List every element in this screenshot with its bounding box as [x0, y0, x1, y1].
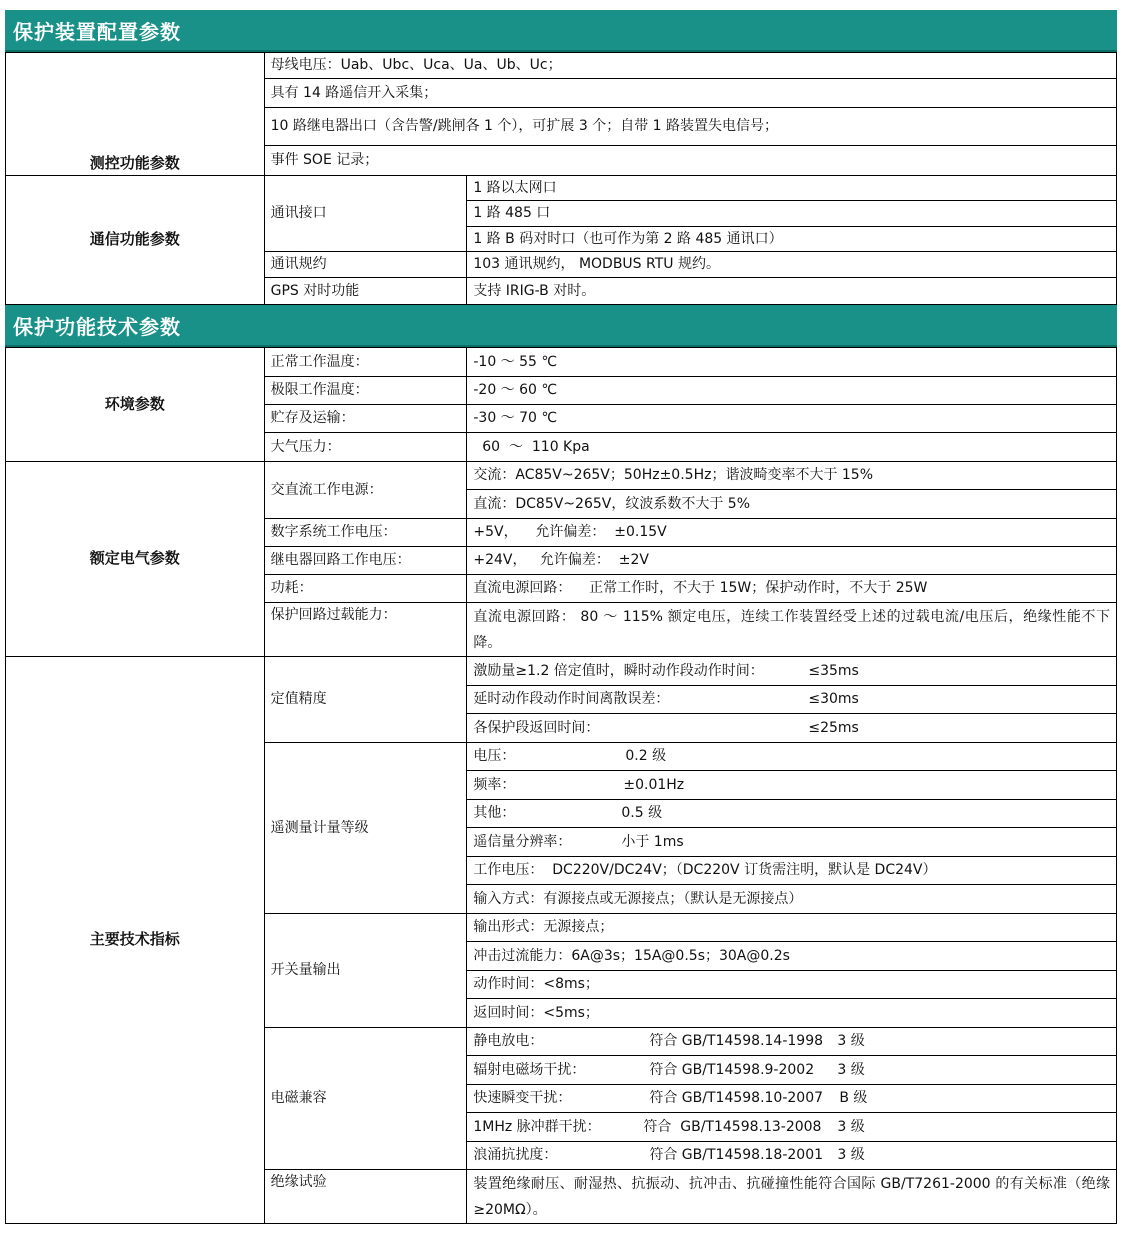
setting-row [467, 657, 1117, 686]
setting-row [467, 714, 1117, 743]
env-value: 60 ～ 110 Kpa [467, 433, 1117, 462]
rated-label: 额定电气参数 [6, 462, 265, 657]
emc-level: 3 级 [837, 1147, 865, 1164]
switch-output-row: 输出形式：无源接点； [467, 914, 1117, 942]
gps-value: 支持 IRIG-B 对时。 [467, 278, 1117, 305]
setting-name: 各保护段返回时间： [473, 719, 600, 736]
emc-row [467, 1085, 1117, 1113]
telemetry-voltage: 工作电压： DC220V/DC24V；（DC220V 订货需注明，默认是 DC24V） [467, 857, 1117, 885]
setting-label: 定值精度 [264, 657, 467, 743]
relay-value: +24V， 允许偏差： ±2V [467, 547, 1117, 575]
emc-row [467, 1028, 1117, 1056]
indicators-label: 主要技术指标 [6, 657, 265, 1224]
env-name: 极限工作温度： [264, 377, 467, 405]
telemetry-value: 0.2 级 [625, 748, 667, 765]
env-name: 贮存及运输： [264, 405, 467, 433]
emc-row [467, 1142, 1117, 1170]
telemetry-name: 频率： [473, 776, 516, 793]
emc-standard: 符合 GB/T14598.10-2007 [649, 1090, 824, 1107]
switch-output-label: 开关量输出 [264, 914, 467, 1028]
spec-document [5, 10, 1117, 1224]
measure-row: 母线电压：Uab、Ubc、Uca、Ua、Ub、Uc； [264, 53, 1116, 79]
consume-label: 功耗： [264, 575, 467, 603]
emc-level: 3 级 [837, 1033, 865, 1050]
measure-row: 具有 14 路遥信开入采集； [264, 79, 1116, 108]
env-name: 正常工作温度： [264, 348, 467, 377]
telemetry-name: 遥信量分辨率： [473, 833, 572, 850]
protocol-label: 通讯规约 [264, 252, 467, 278]
emc-name: 1MHz 脉冲群干扰： [473, 1118, 601, 1135]
tech-table [5, 347, 1117, 1224]
setting-value: ≤30ms [808, 691, 859, 708]
telemetry-row [467, 800, 1117, 828]
emc-row [467, 1113, 1117, 1142]
emc-row [467, 1056, 1117, 1085]
telemetry-value: 0.5 级 [621, 805, 663, 822]
emc-name: 辐射电磁场干扰： [473, 1061, 586, 1078]
telemetry-label: 遥测量计量等级 [264, 743, 467, 914]
telemetry-row [467, 771, 1117, 800]
telemetry-row [467, 828, 1117, 857]
config-table [5, 52, 1117, 305]
emc-name: 浪涌抗扰度： [473, 1147, 558, 1164]
switch-output-row: 冲击过流能力：6A@3s；15A@0.5s；30A@0.2s [467, 942, 1117, 971]
emc-level: 3 级 [837, 1118, 865, 1135]
consume-value: 直流电源回路： 正常工作时，不大于 15W；保护动作时，不大于 25W [467, 575, 1117, 603]
insulation-value: 装置绝缘耐压、耐湿热、抗振动、抗冲击、抗碰撞性能符合国际 GB/T7261-2000 的有关标准（绝缘≥20MΩ）。 [467, 1170, 1117, 1224]
telemetry-value: 小于 1ms [621, 833, 684, 850]
setting-name: 延时动作段动作时间离散误差： [473, 691, 670, 708]
telemetry-input: 输入方式：有源接点或无源接点；（默认是无源接点） [467, 885, 1117, 914]
setting-row [467, 686, 1117, 714]
setting-value: ≤35ms [808, 662, 859, 679]
environment-label: 环境参数 [6, 348, 265, 462]
overload-value: 直流电源回路： 80 ～ 115% 额定电压，连续工作装置经受上述的过载电流/电压后，绝缘性能不下降。 [467, 603, 1117, 657]
digital-label: 数字系统工作电压： [264, 519, 467, 547]
emc-standard: 符合 GB/T14598.14-1998 [649, 1033, 824, 1050]
emc-name: 快速瞬变干扰： [473, 1090, 572, 1107]
telemetry-name: 电压： [473, 748, 516, 765]
measure-row: 10 路继电器出口（含告警/跳闸各 1 个），可扩展 3 个；自带 1 路装置失电信号； [264, 108, 1116, 146]
emc-standard: 符合 GB/T14598.18-2001 [649, 1147, 824, 1164]
env-value: -20 ～ 60 ℃ [467, 377, 1117, 405]
gps-label: GPS 对时功能 [264, 278, 467, 305]
switch-output-row: 返回时间：<5ms； [467, 999, 1117, 1028]
measure-control-label: 测控功能参数 [6, 53, 265, 176]
digital-value: +5V， 允许偏差： ±0.15V [467, 519, 1117, 547]
section-title-config: 保护装置配置参数 [5, 10, 1117, 52]
emc-standard: 符合 GB/T14598.9-2002 [649, 1061, 815, 1078]
power-label: 交直流工作电源： [264, 462, 467, 519]
telemetry-row [467, 743, 1117, 771]
env-value: -10 ～ 55 ℃ [467, 348, 1117, 377]
power-dc: 直流：DC85V~265V，纹波系数不大于 5% [467, 490, 1117, 519]
interface-item: 1 路 485 口 [467, 201, 1117, 227]
emc-level: B 级 [839, 1090, 868, 1107]
env-name: 大气压力： [264, 433, 467, 462]
switch-output-row: 动作时间：<8ms； [467, 971, 1117, 999]
telemetry-name: 其他： [473, 805, 516, 822]
interface-label: 通讯接口 [264, 176, 467, 252]
section-title-tech: 保护功能技术参数 [5, 305, 1117, 347]
measure-row: 事件 SOE 记录； [264, 146, 1116, 176]
setting-name: 激励量≥1.2 倍定值时，瞬时动作段动作时间： [473, 662, 764, 679]
relay-label: 继电器回路工作电压： [264, 547, 467, 575]
emc-label: 电磁兼容 [264, 1028, 467, 1170]
interface-item: 1 路以太网口 [467, 176, 1117, 201]
env-value: -30 ～ 70 ℃ [467, 405, 1117, 433]
insulation-label: 绝缘试验 [264, 1170, 467, 1224]
power-ac: 交流：AC85V~265V；50Hz±0.5Hz；谐波畸变率不大于 15% [467, 462, 1117, 490]
protocol-value: 103 通讯规约， MODBUS RTU 规约。 [467, 252, 1117, 278]
telemetry-value: ±0.01Hz [623, 776, 685, 793]
communication-label: 通信功能参数 [6, 176, 265, 305]
interface-item: 1 路 B 码对时口（也可作为第 2 路 485 通讯口） [467, 227, 1117, 252]
setting-value: ≤25ms [808, 719, 859, 736]
emc-name: 静电放电： [473, 1033, 544, 1050]
emc-level: 3 级 [837, 1061, 865, 1078]
emc-standard: 符合 GB/T14598.13-2008 [643, 1118, 822, 1135]
overload-label: 保护回路过载能力： [264, 603, 467, 657]
